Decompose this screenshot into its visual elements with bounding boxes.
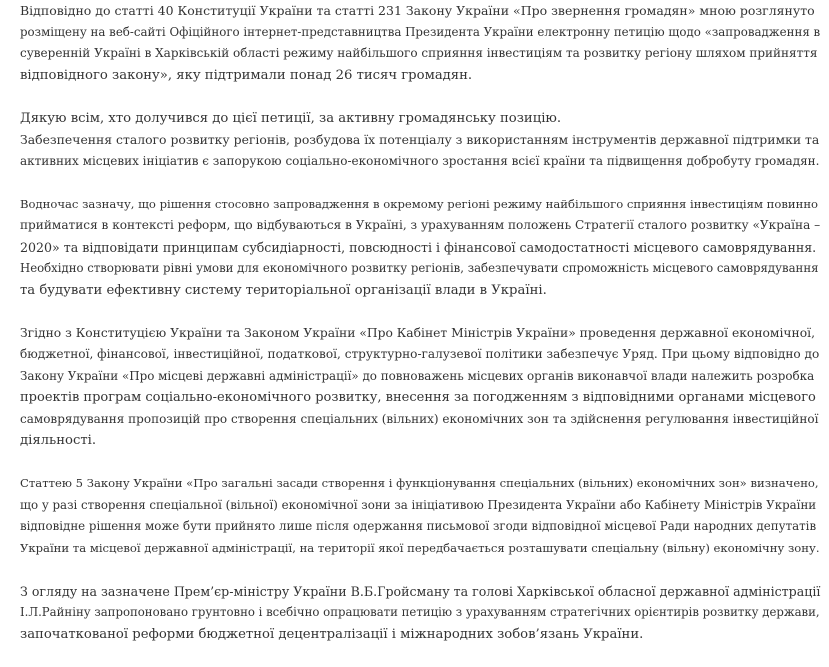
text-line: Закону України «Про місцеві державні адміністрації» до повноважень місцевих органів виконавчої влади належить розробка [20, 368, 815, 383]
paragraph-4 [20, 323, 820, 452]
text-line: відповідне рішення може бути прийнято лише після одержання письмової згоди відповідної місцевої Ради народних депутатів [20, 519, 817, 533]
text-line: прийматися в контексті реформ, що відбуваються в Україні, з урахуванням положень Стратегії сталого розвитку «Україна – [20, 218, 821, 232]
text-line: діяльності. [20, 433, 97, 448]
text-line: Забезпечення сталого розвитку регіонів, розбудова їх потенціалу з використанням інструментів державної підтримки та [20, 132, 820, 147]
text-line: Статтею 5 Закону України «Про загальні засади створення і функціонування спеціальних (вільних) економічних зон» визначено, [20, 476, 819, 490]
paragraph-2 [20, 108, 820, 173]
text-line: Згідно з Конституцією України та Законом України «Про Кабінет Міністрів України» проведення державної економічної, [20, 325, 815, 340]
text-line: самоврядування пропозицій про створення спеціальних (вільних) економічних зон та здійснення регулювання інвестиційної [20, 411, 819, 426]
text-line: активних місцевих ініціатив є запорукою соціально-економічного зростання всієї країни та підвищення добробуту громадян. [20, 153, 820, 168]
paragraph-6 [20, 581, 820, 646]
text-line: І.Л.Райніну запропоновано грунтовно і всебічно опрацювати петицію з урахуванням стратегічних орієнтирів розвитку держави, [20, 605, 820, 619]
text-line: проектів програм соціально-економічного розвитку, внесення за погодженням з відповідними органами місцевого [20, 390, 816, 405]
text-line: що у разі створення спеціальної (вільної) економічної зони за ініціативою Президента України або Кабінету Міністрів України [20, 497, 817, 512]
text-line: України та місцевої державної адміністрації, на території якої передбачається розташувати спеціальну (вільну) економічну зону. [20, 540, 820, 555]
text-line: Необхідно створювати рівні умови для економічного розвитку регіонів, забезпечувати спроможність місцевого самоврядування [20, 261, 819, 275]
paragraph-5 [20, 473, 820, 559]
text-line: 2020» та відповідати принципам субсидіарності, повсюдності і фінансової самодостатності місцевого самоврядування. [20, 239, 817, 255]
text-line: З огляду на зазначене Прем’єр-міністру України В.Б.Гройсману та голові Харківської обласної державної адміністрації [20, 583, 821, 599]
text-line: розміщену на веб-сайті Офіційного інтернет-представництва Президента України електронну петицію щодо «запровадження в [20, 24, 821, 39]
text-line: бюджетної, фінансової, інвестиційної, податкової, структурно-галузевої політики забезпечує Уряд. При цьому відповідно до [20, 347, 820, 361]
text-line: Відповідно до статті 40 Конституції України та статті 231 Закону України «Про звернення громадян» мною розглянуто [20, 3, 815, 18]
paragraph-1 [20, 0, 820, 86]
text-line: відповідного закону», яку підтримали понад 26 тисяч громадян. [20, 67, 473, 83]
text-line: Дякую всім, хто долучився до цієї петиції, за активну громадянську позицію. [20, 110, 562, 126]
text-line: суверенній Україні в Харківській області режиму найбільшого сприяння інвестиціям та розвитку регіону шляхом прийняття [20, 46, 818, 60]
text-line: започаткованої реформи бюджетної децентралізації і міжнародних зобов’язань України. [20, 626, 644, 642]
paragraph-3 [20, 194, 820, 302]
petition-response-text [20, 0, 820, 667]
text-line: та будувати ефективну систему територіальної організації влади в Україні. [20, 282, 547, 298]
text-line: Водночас зазначу, що рішення стосовно запровадження в окремому регіоні режиму найбільшого сприяння інвестиціям повинно [20, 196, 819, 211]
